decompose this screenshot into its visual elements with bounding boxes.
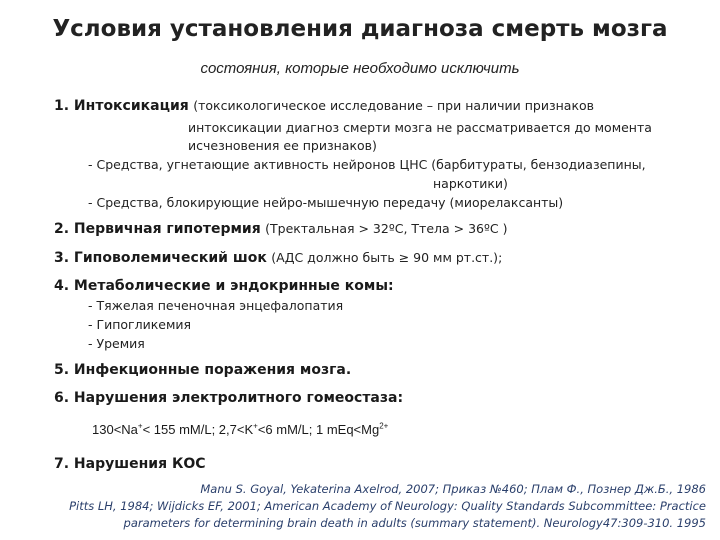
item-4-label: 4. Метаболические и эндокринные комы: — [54, 278, 394, 294]
item-2 — [54, 221, 507, 237]
item-4 — [54, 278, 394, 294]
item-2-note: (Tректальная > 32ºC, Tтела > 36ºC ) — [265, 221, 508, 236]
item-7 — [54, 456, 206, 472]
reference-line-1: Manu S. Goyal, Yekaterina Axelrod, 2007; Приказ №460; Плам Ф., Познер Дж.Б., 1986 — [200, 482, 706, 496]
item-1-sub-2: - Средства, блокирующие нейро-мышечную передачу (миорелаксанты) — [88, 195, 564, 210]
item-4-sub-3: - Уремия — [88, 336, 145, 351]
item-6-label: 6. Нарушения электролитного гомеостаза: — [54, 390, 404, 406]
item-5 — [54, 362, 351, 378]
item-6 — [54, 390, 403, 406]
item-1-label: 1. Интоксикация — [54, 98, 189, 114]
reference-line-3: parameters for determining brain death in adults (summary statement). Neurology47:309-310. 1995 — [123, 516, 706, 530]
item-7-label: 7. Нарушения КОС — [54, 456, 206, 472]
item-1-note-line-3: исчезновения ее признаков) — [188, 138, 377, 153]
item-4-sub-2: - Гипогликемия — [88, 317, 192, 332]
item-3 — [54, 250, 502, 266]
slide-title: Условия установления диагноза смерть мозга — [52, 16, 668, 42]
electrolyte-values: 130<Na+< 155 mM/L; 2,7<K+<6 mM/L; 1 $mEq<Mg^{2+}$ — [92, 421, 389, 437]
item-1-note-line-2: интоксикации диагноз смерти мозга не рассматривается до момента — [188, 120, 652, 135]
item-3-note: (АДС должно быть ≥ 90 мм рт.ст.); — [271, 250, 503, 265]
item-1 — [54, 98, 594, 114]
item-2-label: 2. Первичная гипотермия — [54, 221, 261, 237]
item-1-note-line-1: (токсикологическое исследование – при наличии признаков — [193, 98, 595, 113]
item-5-label: 5. Инфекционные поражения мозга. — [54, 362, 352, 378]
item-3-label: 3. Гиповолемический шок — [54, 250, 267, 266]
item-1-sub-1-line-1: - Средства, угнетающие активность нейронов ЦНС (барбитураты, бензодиазепины, — [88, 157, 646, 172]
slide-subtitle: состояния, которые необходимо исключить — [200, 60, 520, 77]
item-4-sub-1: - Тяжелая печеночная энцефалопатия — [88, 298, 344, 313]
reference-line-2: Pitts LH, 1984; Wijdicks EF, 2001; American Academy of Neurology: Quality Standards Subcommittee: Practice — [69, 499, 706, 513]
item-1-sub-1-line-2: наркотики) — [433, 176, 508, 191]
